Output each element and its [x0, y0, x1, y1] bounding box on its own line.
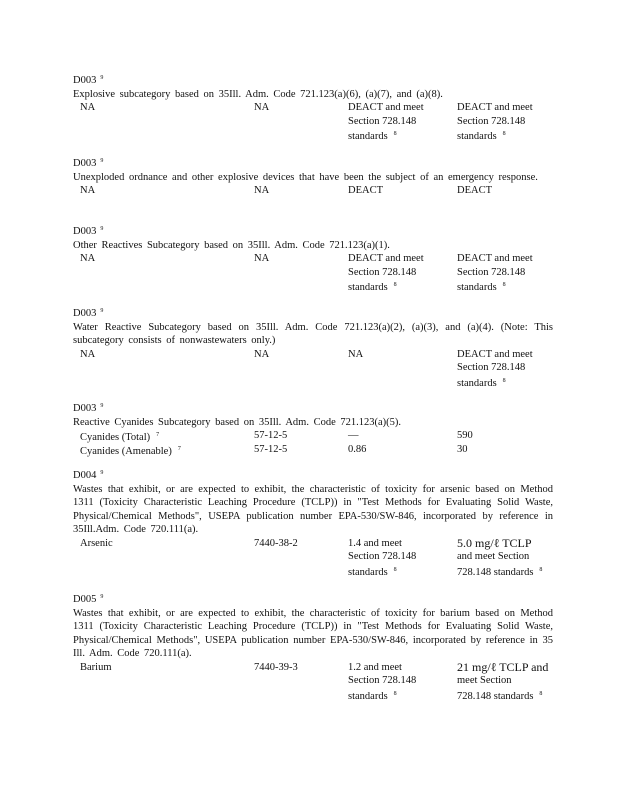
nonwastewater-standard: 30	[457, 444, 468, 455]
waste-code: D003 $^9$	[73, 308, 104, 319]
wastewater-standard: 1.2 and meet Section 728.148 standards $^8$	[348, 661, 417, 702]
table-row	[73, 429, 553, 443]
constituent-name: NA	[80, 102, 96, 113]
cas-number: NA	[254, 348, 270, 360]
wastewater-standard: DEACT	[348, 185, 383, 196]
nonwastewater-standard: 590	[457, 430, 473, 441]
waste-code: D003 $^9$	[73, 158, 104, 169]
wastewater-standard: —	[348, 430, 359, 441]
cas-number: NA	[254, 102, 270, 113]
table-row	[73, 537, 553, 577]
section-d004-arsenic	[73, 467, 553, 577]
cas-number: 57-12-5	[254, 430, 288, 441]
constituent-name: Barium	[80, 661, 112, 673]
constituent-name: Cyanides (Amenable) $^7$	[80, 446, 181, 457]
section-d003-reactive-cyanides	[73, 400, 553, 457]
waste-code: D003 $^9$	[73, 226, 104, 237]
constituent-name: NA	[80, 348, 96, 360]
wastewater-standard: 1.4 and meet Section 728.148 standards $^8$	[348, 537, 417, 578]
waste-description: Wastes that exhibit, or are expected to exhibit, the characteristic of toxicity for arsenic based on Method 1311 (Toxicity Characteristic Leaching Procedure (TCLP)) in "Test Methods for Evaluating Solid Waste, Physical/Chemical Methods", USEPA publication number EPA-530/SW-846, incorporated by reference in 35Ill.Adm. Code 720.111(a).	[73, 483, 553, 535]
constituent-name: Cyanides (Total) $^7$	[80, 432, 160, 443]
nonwastewater-standard: DEACT	[457, 185, 492, 196]
section-d003-other-reactives	[73, 223, 553, 292]
constituent-name: NA	[80, 253, 96, 264]
nonwastewater-standard: DEACT and meet Section 728.148 standards $^8$	[457, 102, 533, 142]
section-d005-barium	[73, 591, 553, 701]
waste-description: Explosive subcategory based on 35Ill. Adm. Code 721.123(a)(6), (a)(7), and (a)(8).	[73, 88, 443, 100]
cas-number: 7440-38-2	[254, 537, 298, 549]
waste-description: Wastes that exhibit, or are expected to exhibit, the characteristic of toxicity for barium based on Method 1311 (Toxicity Characteristic Leaching Procedure (TCLP)) in "Test Methods for Evaluating Solid Waste, Physical/Chemical Methods", USEPA publication number EPA-530/SW-846, incorporated by reference in 35 Ill. Adm. Code 720.111(a).	[73, 607, 553, 659]
section-d003-unexploded	[73, 155, 553, 198]
constituent-name: NA	[80, 185, 96, 196]
waste-description: Reactive Cyanides Subcategory based on 35Ill. Adm. Code 721.123(a)(5).	[73, 416, 402, 428]
section-d003-water-reactive	[73, 305, 553, 388]
nonwastewater-standard: 21 mg/ℓ TCLP and meet Section 728.148 standards $^8$	[457, 659, 549, 702]
wastewater-standard: DEACT and meet Section 728.148 standards $^8$	[348, 253, 424, 293]
nonwastewater-standard: 5.0 mg/ℓ TCLP and meet Section 728.148 standards $^8$	[457, 535, 543, 578]
table-row	[73, 252, 553, 292]
cas-number: NA	[254, 253, 270, 264]
waste-description: Unexploded ordnance and other explosive devices that have been the subject of an emergency response.	[73, 171, 538, 183]
wastewater-standard: NA	[348, 348, 364, 360]
table-row	[73, 101, 553, 141]
waste-code: D003 $^9$	[73, 75, 104, 86]
waste-code: D003 $^9$	[73, 403, 104, 414]
constituent-name: Arsenic	[80, 537, 113, 549]
table-row	[73, 443, 553, 457]
table-row	[73, 661, 553, 701]
wastewater-standard: DEACT and meet Section 728.148 standards $^8$	[348, 102, 424, 142]
waste-code: D004 $^9$	[73, 470, 104, 481]
waste-code: D005 $^9$	[73, 594, 104, 605]
cas-number: 7440-39-3	[254, 661, 298, 673]
waste-description: Other Reactives Subcategory based on 35Ill. Adm. Code 721.123(a)(1).	[73, 239, 390, 251]
cas-number: NA	[254, 185, 270, 196]
section-d003-explosive	[73, 72, 553, 141]
table-row	[73, 184, 553, 198]
nonwastewater-standard: DEACT and meet Section 728.148 standards $^8$	[457, 253, 533, 293]
nonwastewater-standard: DEACT and meet Section 728.148 standards $^8$	[457, 348, 533, 389]
waste-description: Water Reactive Subcategory based on 35Ill. Adm. Code 721.123(a)(2), (a)(3), and (a)(4). (Note: This subcategory consists of nonwastewaters only.)	[73, 321, 553, 346]
wastewater-standard: 0.86	[348, 444, 367, 455]
table-row	[73, 348, 553, 388]
cas-number: 57-12-5	[254, 444, 288, 455]
